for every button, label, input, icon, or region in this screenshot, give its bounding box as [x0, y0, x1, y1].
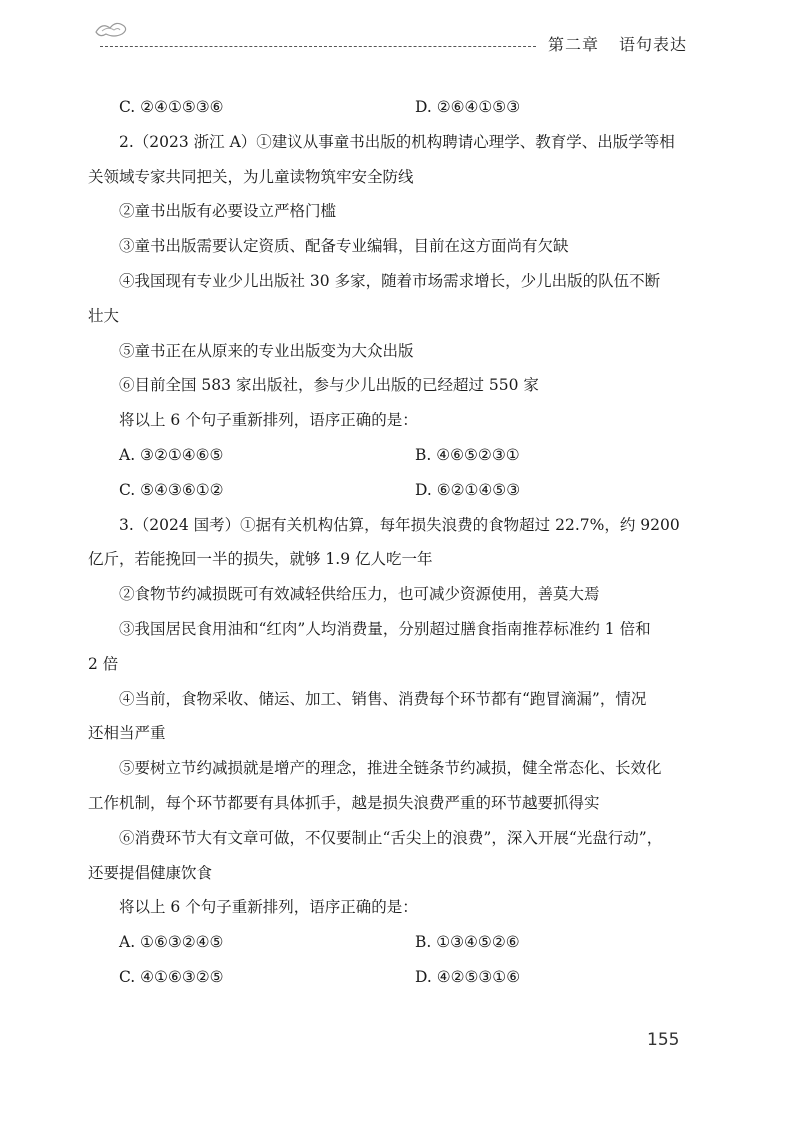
q3-line: ④当前，食物采收、储运、加工、销售、消费每个环节都有“跑冒滴漏”，情况: [119, 689, 647, 708]
header-rule: [100, 46, 536, 47]
q3-line: 将以上 6 个句子重新排列，语序正确的是：: [119, 898, 418, 917]
q2-line: ②童书出版有必要设立严格门槛: [119, 202, 337, 221]
q3-line: ③我国居民食用油和“红肉”人均消费量，分别超过膳食指南推荐标准约 1 倍和: [119, 619, 651, 638]
q3-option-a: A. ①⑥③②④⑤: [119, 933, 224, 952]
q3-line: 工作机制，每个环节都要有具体抓手，越是损失浪费严重的环节越要抓得实: [88, 793, 600, 812]
q3-line: 3.（2024 国考）①据有关机构估算，每年损失浪费的食物超过 22.7%，约 9200: [119, 515, 680, 534]
q1-options-cd: [88, 90, 688, 125]
question-2: [88, 125, 688, 508]
q2-line: 关领域专家共同把关，为儿童读物筑牢安全防线: [88, 167, 414, 186]
q3-line: 还相当严重: [88, 724, 166, 743]
q2-option-b: B. ④⑥⑤②③①: [415, 445, 520, 464]
q1-option-d: D. ②⑥④①⑤③: [415, 98, 521, 116]
page-number: 155: [647, 1030, 680, 1050]
q2-line: ④我国现有专业少儿出版社 30 多家，随着市场需求增长，少儿出版的队伍不断: [119, 271, 661, 290]
q3-line: ⑤要树立节约减损就是增产的理念，推进全链条节约减损，健全常态化、长效化: [119, 759, 662, 778]
q2-line: 2.（2023 浙江 A）①建议从事童书出版的机构聘请心理学、教育学、出版学等相: [119, 132, 675, 151]
q2-options-cd: [88, 473, 688, 508]
q3-option-c: C. ④①⑥③②⑤: [119, 967, 224, 986]
q3-line: 还要提倡健康饮食: [88, 863, 213, 882]
q1-option-c: C. ②④①⑤③⑥: [119, 98, 224, 116]
q3-line: ②食物节约减损既可有效减轻供给压力，也可减少资源使用，善莫大焉: [119, 585, 600, 604]
q2-line: 壮大: [88, 306, 120, 325]
q3-line: 2 倍: [88, 654, 119, 673]
q2-options-ab: [88, 438, 688, 473]
chapter-header: [548, 32, 687, 55]
q2-option-a: A. ③②①④⑥⑤: [119, 445, 224, 464]
q3-option-d: D. ④②⑤③①⑥: [415, 967, 521, 986]
q3-line: ⑥消费环节大有文章可做，不仅要制止“舌尖上的浪费”，深入开展“光盘行动”，: [119, 828, 663, 847]
q2-option-c: C. ⑤④③⑥①②: [119, 480, 224, 499]
q3-option-b: B. ①③④⑤②⑥: [415, 933, 520, 952]
q3-options-ab: [88, 925, 688, 960]
q2-line: 将以上 6 个句子重新排列，语序正确的是：: [119, 411, 418, 430]
chapter-label: 第二章: [548, 35, 600, 54]
q2-line: ③童书出版需要认定资质、配备专业编辑，目前在这方面尚有欠缺: [119, 237, 569, 256]
q3-options-cd: [88, 960, 688, 995]
chapter-title: 语句表达: [619, 35, 688, 54]
page-body: [88, 90, 688, 995]
question-3: [88, 508, 688, 995]
q2-line: ⑤童书正在从原来的专业出版变为大众出版: [119, 341, 414, 360]
q2-option-d: D. ⑥②①④⑤③: [415, 480, 521, 499]
q3-line: 亿斤，若能挽回一半的损失，就够 1.9 亿人吃一年: [88, 550, 433, 569]
publisher-logo-icon: [92, 18, 132, 40]
q2-line: ⑥目前全国 583 家出版社，参与少儿出版的已经超过 550 家: [119, 376, 539, 395]
